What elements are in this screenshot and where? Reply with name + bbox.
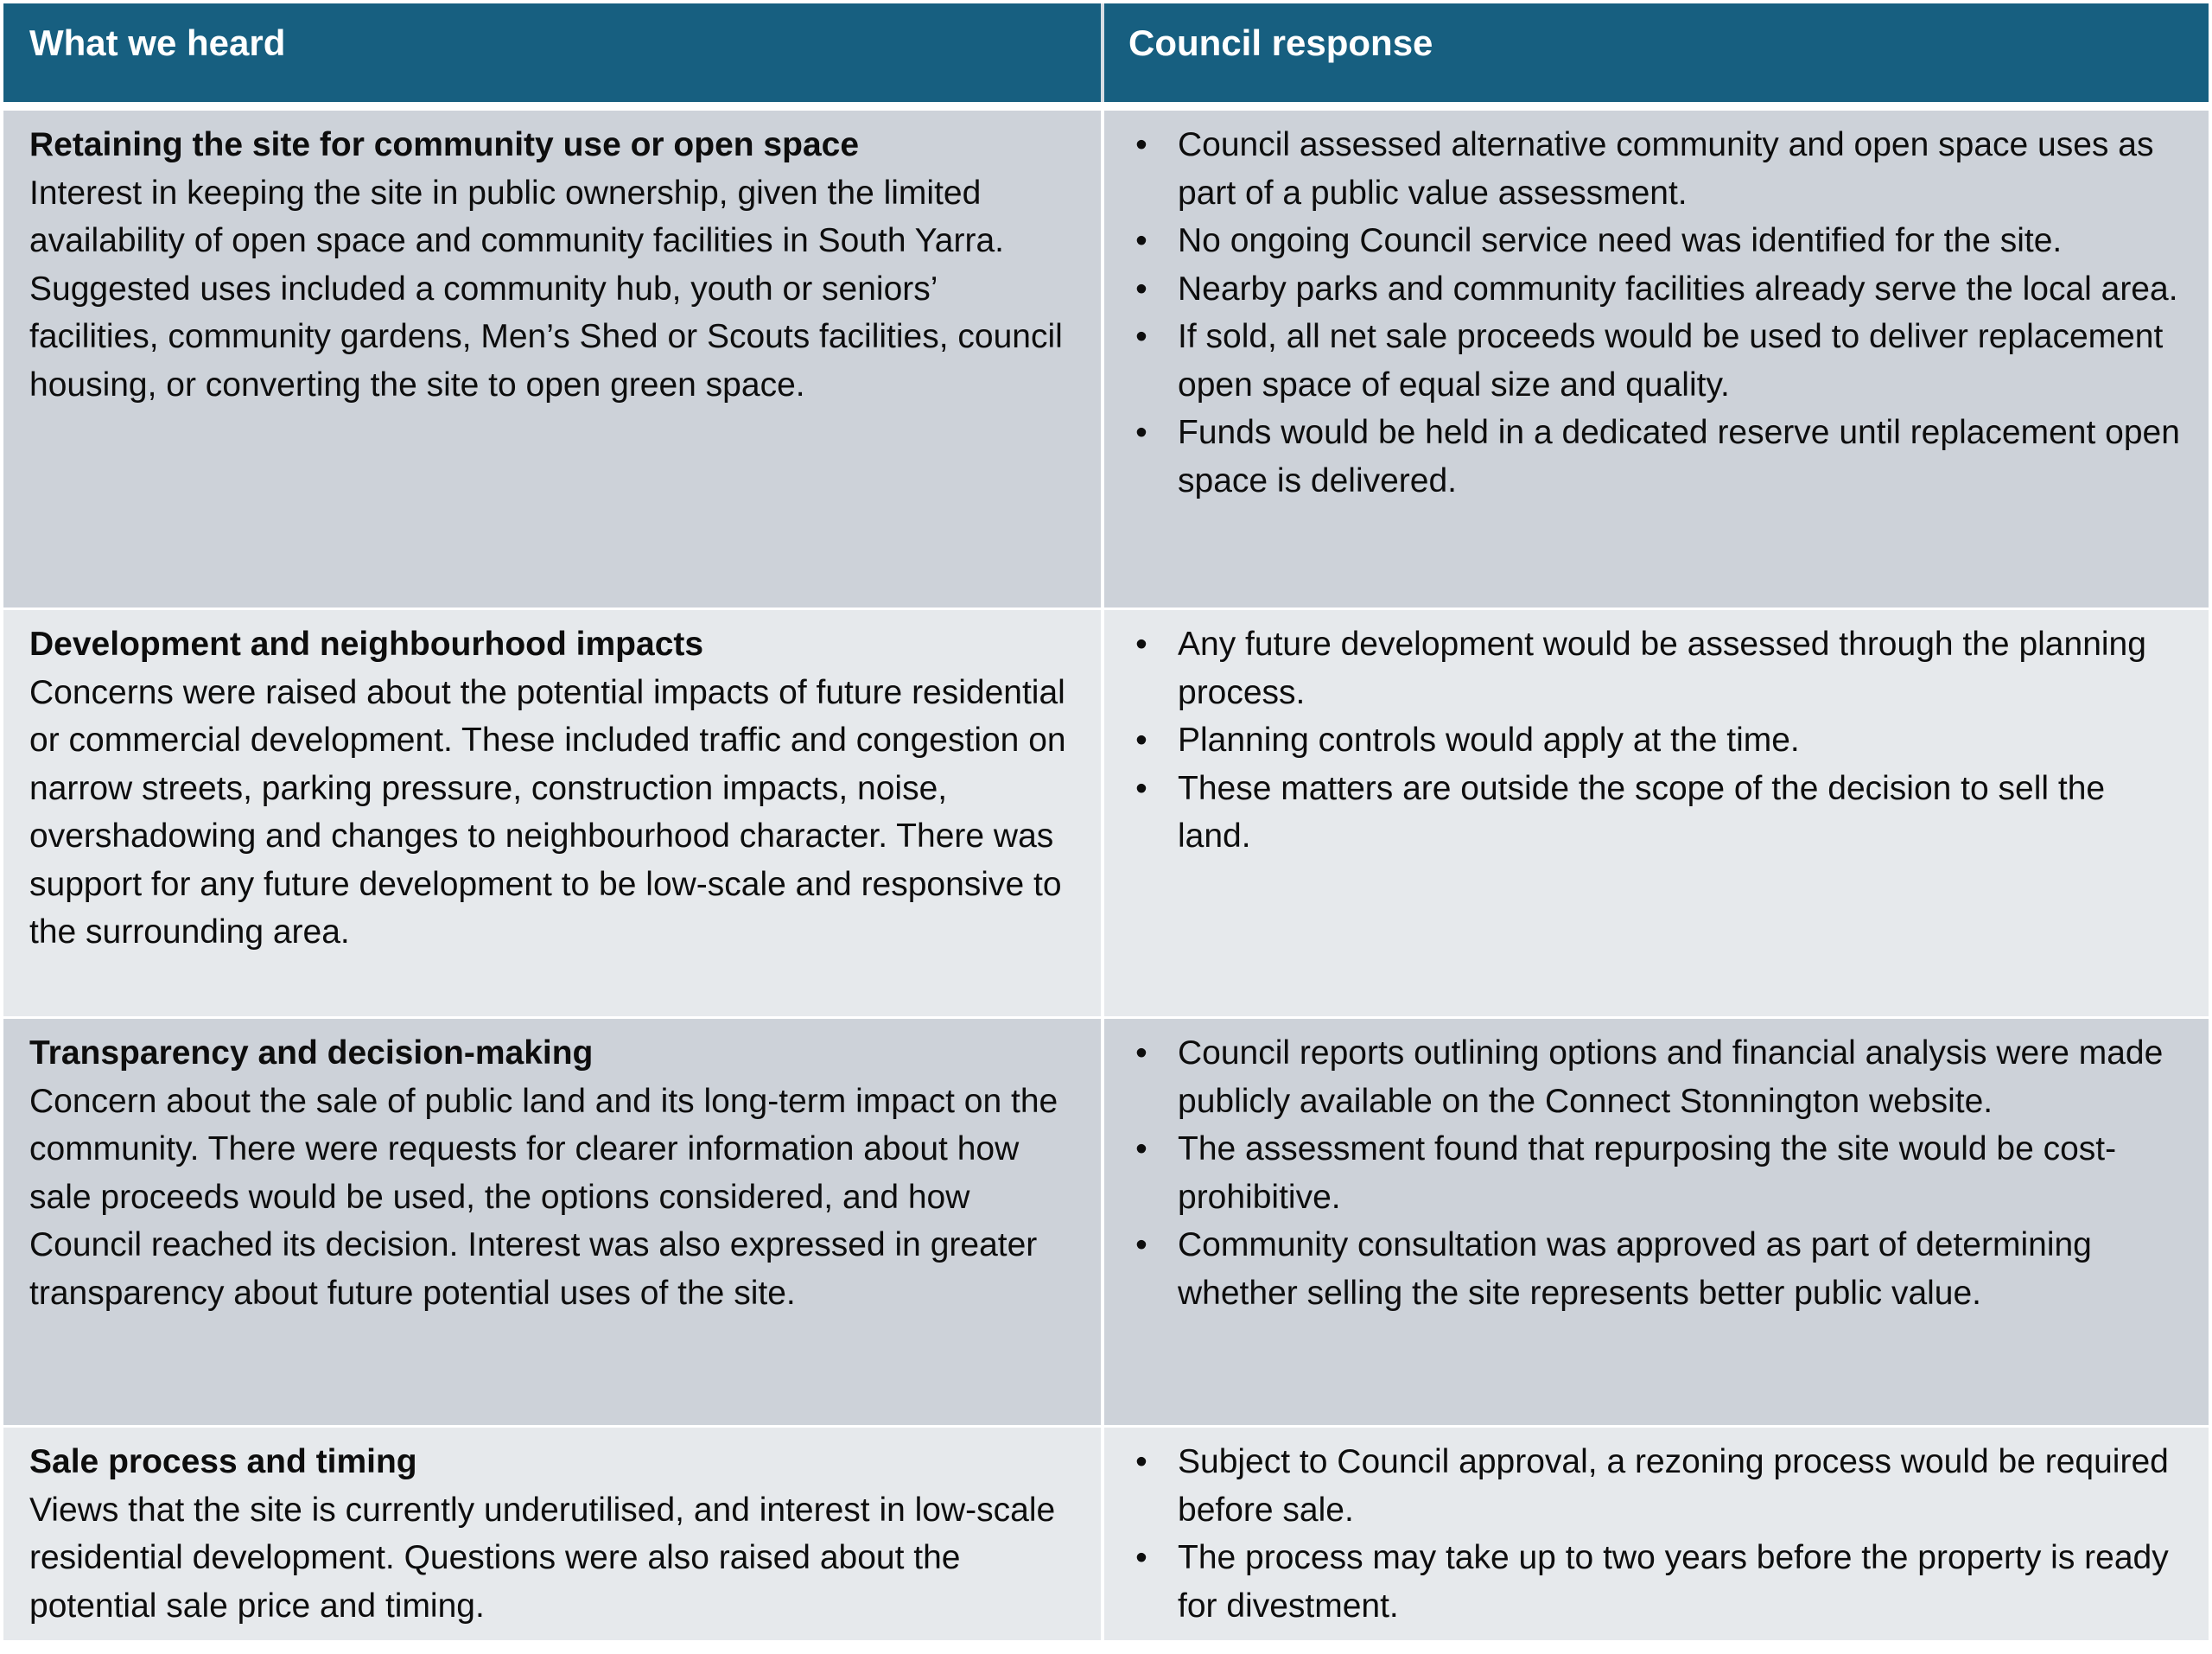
response-list [1128,1438,2183,1630]
response-text: The assessment found that repurposing the site would be cost-prohibitive. [1178,1130,2117,1216]
response-text: Any future development would be assessed through the planning process. [1178,626,2146,711]
what-we-heard-cell [3,610,1104,1016]
bullet-icon: • [1135,126,1147,163]
response-list [1128,121,2183,505]
council-response-cell [1104,1428,2209,1640]
bullet-icon: • [1135,270,1147,308]
response-text: If sold, all net sale proceeds would be used to deliver replacement open space of equal size and quality. [1178,318,2164,404]
what-we-heard-cell [3,111,1104,608]
response-item [1128,121,2183,217]
response-item [1128,313,2183,409]
response-item [1128,716,2183,765]
response-item [1128,265,2183,314]
header-council-response: Council response [1128,22,1433,63]
bullet-icon: • [1135,1443,1147,1480]
response-text: The process may take up to two years before the property is ready for divestment. [1178,1539,2169,1625]
response-list [1128,1029,2183,1317]
response-text: Planning controls would apply at the time. [1178,722,1800,759]
response-item [1128,765,2183,861]
header-what-we-heard: What we heard [3,3,1104,102]
response-item [1128,1534,2183,1630]
bullet-icon: • [1135,1130,1147,1167]
table-row [3,610,2209,1019]
table-row [3,111,2209,610]
council-response-cell [1104,610,2209,1016]
response-text: Council reports outlining options and financial analysis were made publicly available on the Connect Stonnington website. [1178,1034,2164,1120]
response-item [1128,1125,2183,1221]
consultation-table [3,3,2209,1643]
bullet-icon: • [1135,626,1147,663]
bullet-icon: • [1135,722,1147,759]
response-item [1128,409,2183,505]
bullet-icon: • [1135,414,1147,451]
topic-heading: Development and neighbourhood impacts [29,626,704,663]
response-item [1128,1438,2183,1534]
bullet-icon: • [1135,222,1147,259]
heard-text: Views that the site is currently underutilised, and interest in low-scale residential development. Questions were also raised about the potential sale price and timing. [29,1491,1056,1625]
response-text: Nearby parks and community facilities already serve the local area. [1178,270,2178,308]
response-item [1128,1221,2183,1317]
response-item [1128,620,2183,716]
topic-heading: Sale process and timing [29,1443,417,1480]
response-text: Council assessed alternative community and open space uses as part of a public value assessment. [1178,126,2154,212]
table-row [3,1428,2209,1643]
bullet-icon: • [1135,1226,1147,1263]
topic-heading: Transparency and decision-making [29,1034,594,1072]
bullet-icon: • [1135,769,1147,807]
what-we-heard-cell [3,1428,1104,1640]
response-text: No ongoing Council service need was identified for the site. [1178,222,2063,259]
bullet-icon: • [1135,1539,1147,1576]
heard-text: Concerns were raised about the potential impacts of future residential or commercial development. These included traffic and congestion on narrow streets, parking pressure, construction impacts, noise, overshadowing and changes to neighbourhood character. There was support for any future development to be low-scale and responsive to the surrounding area. [29,673,1066,951]
table-header [3,3,2209,102]
bullet-icon: • [1135,1034,1147,1072]
heard-text: Concern about the sale of public land and its long-term impact on the community. There were requests for clearer information about how sale proceeds would be used, the options considered, and how Council reached its decision. Interest was also expressed in greater transparency about future potential uses of the site. [29,1082,1058,1312]
table-row [3,1019,2209,1428]
topic-heading: Retaining the site for community use or open space [29,126,860,163]
response-item [1128,217,2183,265]
response-text: Subject to Council approval, a rezoning process would be required before sale. [1178,1443,2169,1529]
response-item [1128,1029,2183,1125]
response-text: Funds would be held in a dedicated reserve until replacement open space is delivered. [1178,414,2180,499]
what-we-heard-cell [3,1019,1104,1425]
response-text: Community consultation was approved as part of determining whether selling the site represents better public value. [1178,1226,2092,1312]
heard-text: Interest in keeping the site in public ownership, given the limited availability of open space and community facilities in South Yarra. Suggested uses included a community hub, youth or seniors’ facilities, community gardens, Men’s Shed or Scouts facilities, council housing, or converting the site to open green space. [29,174,1063,404]
council-response-cell [1104,111,2209,608]
response-text: These matters are outside the scope of the decision to sell the land. [1178,769,2106,855]
response-list [1128,620,2183,861]
bullet-icon: • [1135,318,1147,355]
council-response-cell [1104,1019,2209,1425]
